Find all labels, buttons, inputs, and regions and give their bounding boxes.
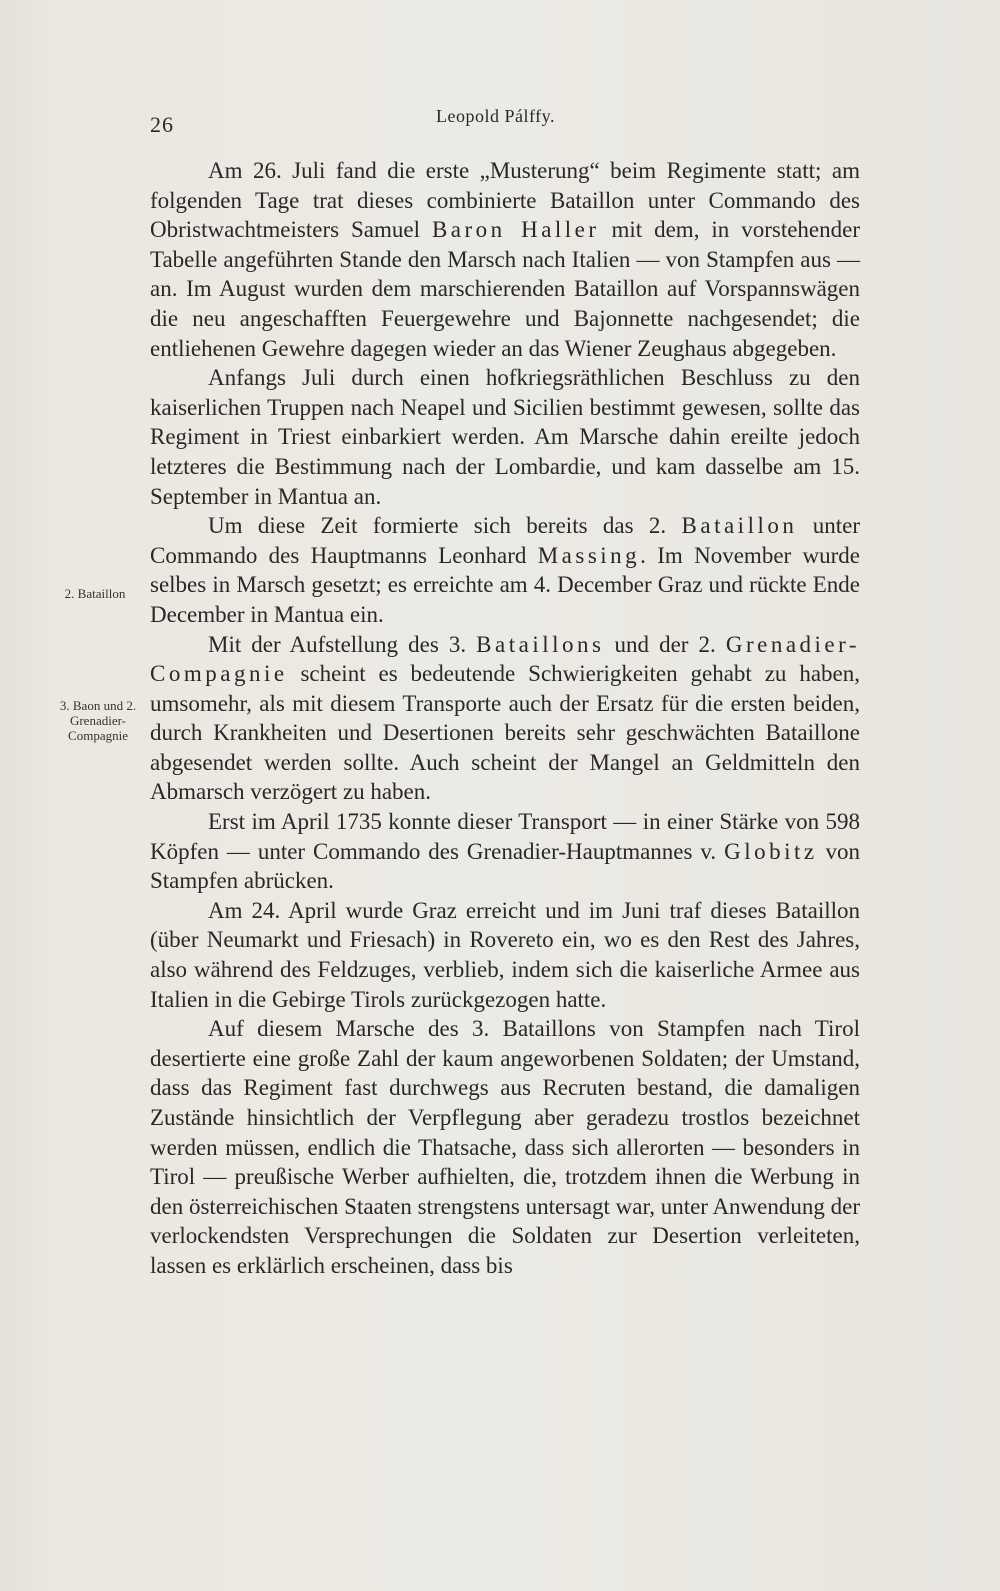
page-number: 26	[150, 112, 174, 137]
paragraph-text: Auf diesem Marsche des 3. Bataillons von Stampfen nach Tirol desertierte eine große Zahl der kaum angeworbenen Soldaten; der Umstand, dass das Regiment fast durchwegs aus Recruten bestand, die damaligen Zustände hinsichtlich der Verpflegung aber geradezu trostlos bezeichnet werden müssen, endlich die Thatsache, dass sich allerorten — besonders in Tirol — preußische Werber aufhielten, die, trotzdem ihnen die Werbung in den österreichischen Staaten strengstens untersagt war, unter Anwendung der verlockendsten Versprechungen die Soldaten zur Desertion verleiteten, lassen es erklärlich erscheinen, dass bis	[150, 1016, 860, 1278]
paragraph-text: Am 26. Juli fand die erste „Musterung“ beim Regimente statt; am folgenden Tage trat dieses combinierte Bataillon unter Commando des Obristwachtmeisters Samuel	[150, 158, 860, 243]
paragraph-text: unter Commando des Hauptmanns Leonhard	[150, 513, 860, 568]
paragraph	[150, 630, 860, 808]
paragraph-text: Erst im April 1735 konnte dieser Transport — in einer Stärke von 598 Köpfen — unter Commando des Grenadier-Hauptmannes v.	[150, 809, 860, 864]
margin-note-2-bataillon: 2. Bataillon	[64, 586, 126, 601]
paragraph-text: und der 2.	[604, 631, 726, 657]
emphasized-name: Bataillons	[476, 631, 605, 657]
paragraph-text: mit dem, in vorstehender Tabelle angeführten Stande den Marsch nach Italien — von Stampfen aus — an. Im August wurden dem marschierenden Bataillon auf Vorspannswägen die neu angeschafften Feuergewehre und Bajonnette nachgesendet; die entliehenen Gewehre dagegen wieder an das Wiener Zeughaus abgegeben.	[150, 217, 860, 361]
paragraph-text: von Stampfen abrücken.	[150, 838, 861, 894]
paragraph	[150, 807, 860, 896]
paragraph	[150, 363, 860, 511]
emphasized-name: Grenadier-Compagnie	[150, 631, 860, 687]
paragraph	[150, 896, 860, 1014]
paragraph-text: Am 24. April wurde Graz erreicht und im Juni traf dieses Bataillon (über Neumarkt und Friesach) in Rovereto ein, wo es den Rest des Jahres, also während des Feldzuges, verblieb, indem sich die kaiserliche Armee aus Italien in die Gebirge Tirols zurückgezogen hatte.	[150, 897, 860, 1012]
emphasized-name: Globitz	[724, 838, 818, 864]
paragraph	[150, 1014, 860, 1280]
paragraph-text: . Im November wurde selbes in Marsch gesetzt; es erreichte am 4. December Graz und rückte Ende December in Mantua ein.	[150, 542, 861, 627]
emphasized-name: Bataillon	[681, 513, 798, 539]
paragraph-text: Mit der Aufstellung des 3.	[208, 631, 477, 657]
body-text	[150, 156, 860, 1281]
paragraph	[150, 156, 860, 363]
margin-note-3-baon-grenadier: 3. Baon und 2. Grenadier-Compagnie	[59, 698, 137, 743]
paragraph-text: scheint es bedeutende Schwierigkeiten gehabt zu haben, umsomehr, als mit diesem Transporte auch der Ersatz für die ersten beiden, durch Krankheiten und Desertionen bereits sehr geschwächten Bataillone abgesendet werden sollte. Auch scheint der Mangel an Geldmitteln den Abmarsch verzögert zu haben.	[150, 661, 860, 805]
paragraph-text: Anfangs Juli durch einen hofkriegsräthlichen Beschluss zu den kaiserlichen Truppen nach Neapel und Sicilien bestimmt gewesen, sollte das Regiment in Triest einbarkiert werden. Am Marsche dahin ereilte jedoch letzteres die Bestimmung nach der Lombardie, und kam dasselbe am 15. September in Mantua an.	[150, 365, 860, 509]
running-head: Leopold Pálffy.	[436, 106, 555, 126]
paragraph-text: Um diese Zeit formierte sich bereits das 2.	[208, 513, 682, 539]
emphasized-name: Massing	[537, 542, 641, 568]
emphasized-name: Baron Haller	[431, 217, 600, 243]
paragraph	[150, 511, 860, 629]
